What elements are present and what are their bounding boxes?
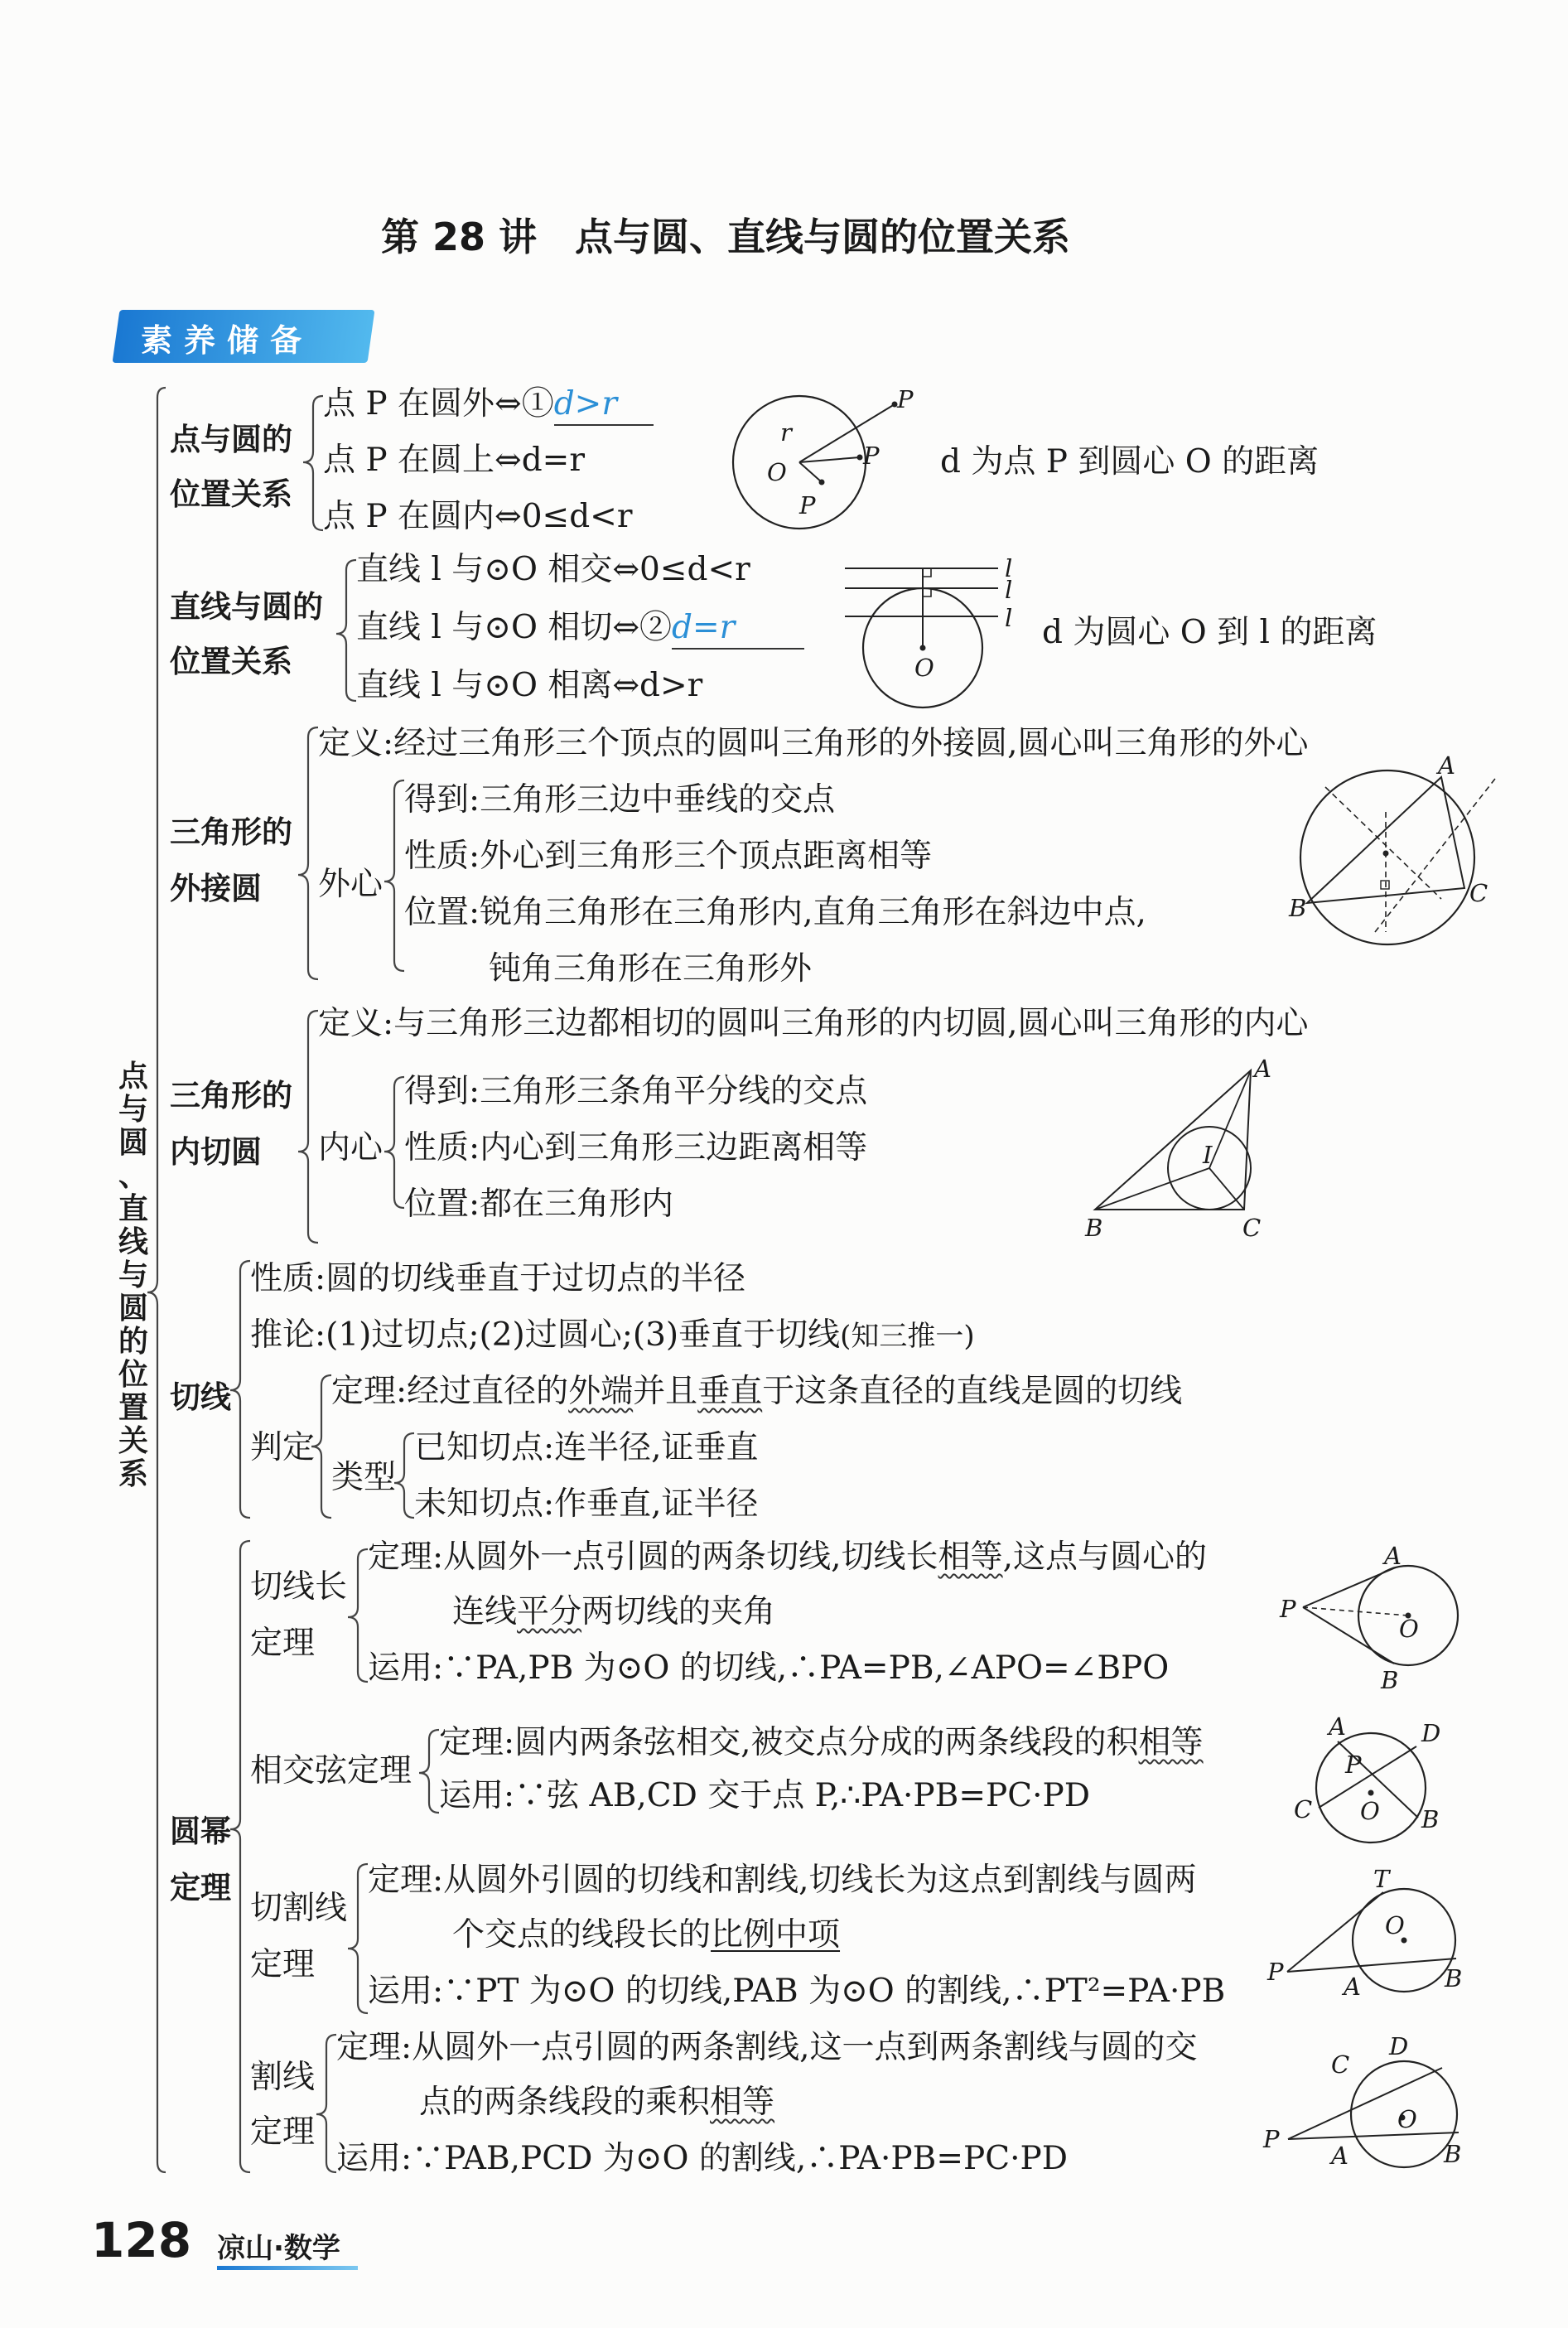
circumcircle-figure: [1289, 751, 1508, 953]
secant-theorem-1: 定理:从圆外一点引圆的两条割线,这一点到两条割线与圆的交: [336, 2029, 1198, 2066]
fig-vertex-a: A: [1254, 1055, 1271, 1083]
fig-line-l-1: l: [1005, 554, 1013, 582]
chord-figure: [1292, 1712, 1458, 1864]
point-circle-label-1: 点与圆的: [170, 422, 292, 457]
fig-point-c: C: [1294, 1795, 1313, 1823]
tangent-length-figure: [1280, 1541, 1470, 1694]
power-label-2: 定理: [170, 1870, 231, 1905]
fig-point-t: T: [1373, 1865, 1390, 1893]
tangent-secant-theorem-2: 个交点的线段长的比例中项: [452, 1916, 841, 1954]
power-label-1: 圆幂: [170, 1814, 231, 1849]
incenter-position: 位置:都在三角形内: [404, 1186, 674, 1223]
fig-point-p-outside: P: [897, 385, 914, 413]
incircle-figure: [1085, 1055, 1292, 1243]
secant-figure: [1263, 2032, 1479, 2187]
incircle-label-1: 三角形的: [170, 1078, 292, 1113]
line-tangent-answer: d=r: [672, 609, 736, 646]
point-outside-answer: d>r: [553, 385, 618, 423]
fig-point-b: B: [1445, 1964, 1463, 1992]
fig-point-p: P: [1280, 1595, 1296, 1623]
tangent-property: 性质:圆的切线垂直于过切点的半径: [250, 1260, 746, 1297]
footer-underline: [217, 2266, 358, 2270]
tangent-secant-label-1: 切割线: [250, 1890, 348, 1927]
incenter-get: 得到:三角形三条角平分线的交点: [404, 1073, 868, 1110]
circumcenter-label: 外心: [318, 866, 384, 903]
side-title: 点 与 圆 、 直 线 与 圆 的 位 置 关 系: [118, 1060, 148, 1491]
line-circle-label-1: 直线与圆的: [170, 589, 323, 625]
tangent-secant-label-2: 定理: [250, 1946, 316, 1983]
point-inside-line: 点 P 在圆内⇔0≤d<r: [323, 498, 633, 535]
tangent-judge-label: 判定: [250, 1429, 316, 1466]
incircle-definition: 定义:与三角形三边都相切的圆叫三角形的内切圆,圆心叫三角形的内心: [318, 1005, 1309, 1042]
point-outside-line: 点 P 在圆外⇔①d>r: [323, 384, 654, 426]
secant-theorem-2: 点的两条线段的乘积相等: [419, 2084, 775, 2121]
page-title: 第 28 讲 点与圆、直线与圆的位置关系: [381, 215, 1071, 259]
fig-point-b: B: [1381, 1666, 1399, 1694]
fig-point-p: P: [1345, 1751, 1362, 1779]
fig-vertex-b: B: [1085, 1214, 1103, 1242]
tangent-theorem: 定理:经过直径的外端并且垂直于这条直径的直线是圆的切线: [331, 1373, 1183, 1410]
tangent-secant-usage: 运用:∵PT 为⊙O 的切线,PAB 为⊙O 的割线,∴PT²=PA·PB: [368, 1973, 1226, 2010]
line-apart-line: 直线 l 与⊙O 相离⇔d>r: [356, 667, 703, 704]
fig-point-p: P: [1263, 2125, 1280, 2153]
fig-point-b: B: [1421, 1805, 1440, 1833]
fig-point-p-on: P: [863, 442, 880, 470]
point-on-line: 点 P 在圆上⇔d=r: [323, 442, 585, 479]
tangent-length-label-2: 定理: [250, 1625, 316, 1662]
fig-incenter-i: I: [1203, 1141, 1213, 1169]
fig-center-o: O: [1360, 1797, 1380, 1825]
incircle-label-2: 内切圆: [170, 1134, 262, 1170]
fig-center-o: O: [767, 458, 787, 486]
secant-label-2: 定理: [250, 2113, 316, 2151]
circumcircle-definition: 定义:经过三角形三个顶点的圆叫三角形的外接圆,圆心叫三角形的外心: [318, 725, 1309, 762]
circumcircle-label-2: 外接圆: [170, 871, 262, 906]
tangent-type-1: 已知切点:连半径,证垂直: [414, 1429, 759, 1466]
tangent-length-label-1: 切线长: [250, 1568, 348, 1606]
fig-vertex-c: C: [1469, 879, 1488, 907]
book-name: 凉山·数学: [217, 2232, 340, 2265]
fig-point-c: C: [1331, 2050, 1350, 2079]
fig-center-o: O: [1397, 2105, 1417, 2133]
fig-point-d: D: [1389, 2032, 1409, 2060]
tangent-secant-figure: [1267, 1865, 1483, 2013]
fig-center-o: O: [1385, 1911, 1405, 1939]
tangent-type-label: 类型: [331, 1459, 397, 1496]
fig-point-p-inside: P: [799, 491, 816, 519]
line-circle-note: d 为圆心 O 到 l 的距离: [1042, 614, 1377, 651]
fig-point-a: A: [1329, 1712, 1346, 1741]
line-circle-label-2: 位置关系: [170, 644, 292, 679]
chord-usage: 运用:∵弦 AB,CD 交于点 P,∴PA·PB=PC·PD: [439, 1777, 1090, 1814]
fig-vertex-a: A: [1438, 751, 1455, 780]
fig-point-d: D: [1421, 1719, 1441, 1747]
tangent-length-usage: 运用:∵PA,PB 为⊙O 的切线,∴PA=PB,∠APO=∠BPO: [368, 1649, 1170, 1687]
tangent-type-2: 未知切点:作垂直,证半径: [414, 1485, 759, 1523]
chord-theorem-label: 相交弦定理: [250, 1752, 413, 1789]
circumcenter-property: 性质:外心到三角形三个顶点距离相等: [404, 838, 933, 875]
point-circle-figure: [721, 385, 919, 539]
point-circle-note: d 为点 P 到圆心 O 的距离: [940, 443, 1320, 481]
fig-point-b: B: [1444, 2140, 1462, 2168]
circumcenter-position-2: 钝角三角形在三角形外: [489, 950, 813, 988]
fig-vertex-c: C: [1242, 1214, 1262, 1242]
circumcenter-position-1: 位置:锐角三角形在三角形内,直角三角形在斜边中点,: [404, 894, 1146, 931]
secant-usage: 运用:∵PAB,PCD 为⊙O 的割线,∴PA·PB=PC·PD: [336, 2140, 1069, 2177]
fig-center-o: O: [914, 654, 934, 682]
tangent-secant-theorem-1: 定理:从圆外引圆的切线和割线,切线长为这点到割线与圆两: [368, 1862, 1197, 1899]
fig-line-l-3: l: [1005, 604, 1013, 632]
fig-point-p: P: [1267, 1958, 1284, 1986]
chord-theorem: 定理:圆内两条弦相交,被交点分成的两条线段的积相等: [439, 1724, 1204, 1761]
fig-point-a: A: [1344, 1973, 1361, 2001]
fig-point-a: A: [1331, 2142, 1348, 2170]
fig-radius-r: r: [780, 418, 792, 447]
secant-label-1: 割线: [250, 2059, 316, 2096]
incenter-property: 性质:内心到三角形三边距离相等: [404, 1129, 868, 1166]
line-tangent-line: 直线 l 与⊙O 相切⇔②d=r: [356, 608, 804, 650]
fig-vertex-b: B: [1289, 894, 1307, 922]
fig-line-l-2: l: [1005, 576, 1013, 604]
circumcenter-get: 得到:三角形三边中垂线的交点: [404, 781, 836, 819]
fig-point-a: A: [1384, 1542, 1402, 1570]
line-intersect-line: 直线 l 与⊙O 相交⇔0≤d<r: [356, 551, 750, 588]
tangent-length-theorem-2: 连线平分两切线的夹角: [452, 1593, 776, 1630]
section-badge-label: 素养储备: [141, 322, 314, 359]
page-number: 128: [91, 2212, 192, 2268]
point-circle-label-2: 位置关系: [170, 476, 292, 512]
line-circle-figure: [845, 555, 1044, 712]
circumcircle-label-1: 三角形的: [170, 814, 292, 850]
fig-center-o: O: [1399, 1615, 1419, 1643]
tangent-length-theorem-1: 定理:从圆外一点引圆的两条切线,切线长相等,这点与圆心的: [368, 1538, 1207, 1576]
incenter-label: 内心: [318, 1129, 384, 1166]
tangent-label: 切线: [170, 1379, 231, 1415]
tangent-inference: 推论:(1)过切点;(2)过圆心;(3)垂直于切线(知三推一): [250, 1316, 975, 1354]
